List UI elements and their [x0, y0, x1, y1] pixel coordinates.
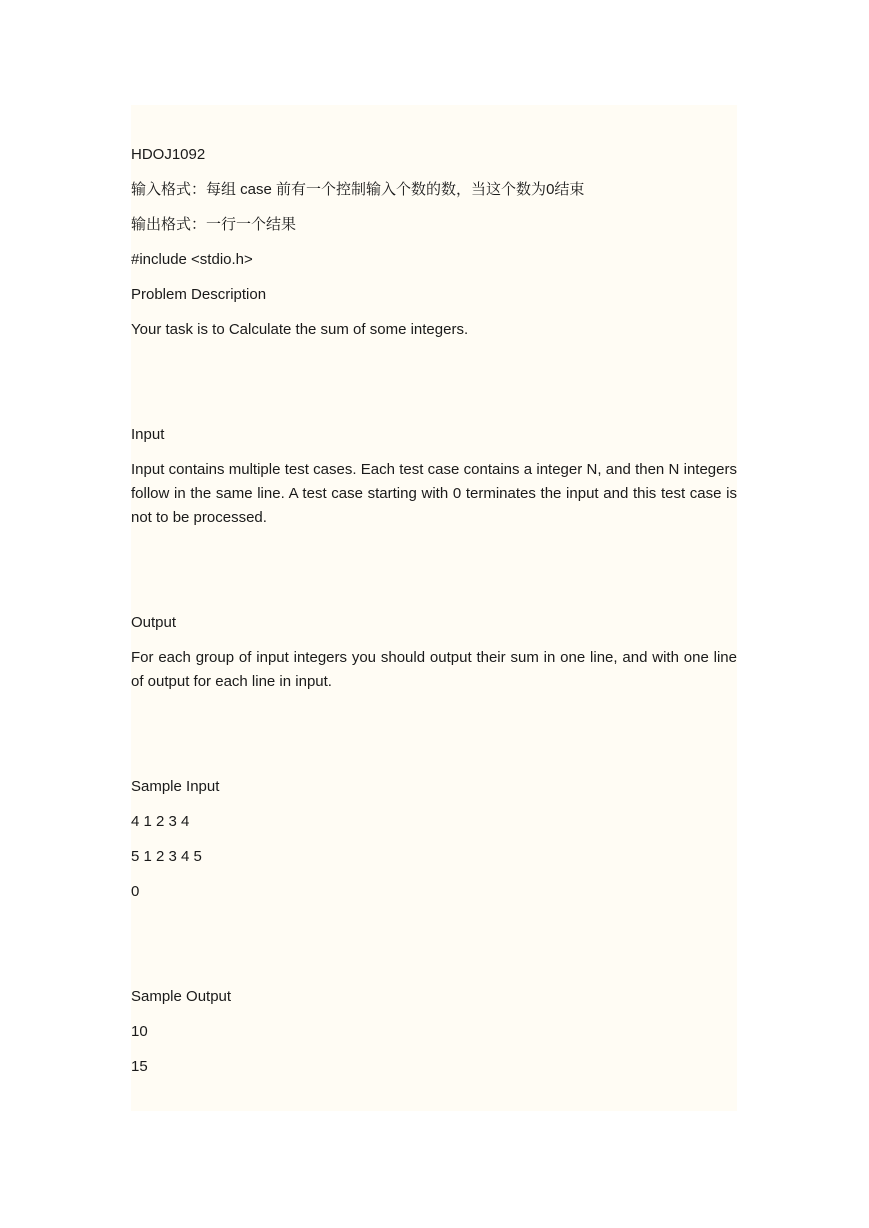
problem-description-heading: Problem Description: [131, 286, 267, 303]
input-description-text: Input contains multiple test cases. Each test case contains a integer N, and then N integers follow in the same line. A test case starting with 0 terminates the input and this test case is not to be processed.: [131, 461, 737, 526]
input-format-rest: 前有一个控制输入个数的数，当这个数为: [276, 180, 547, 198]
sample-input-line: 4 1 2 3 4: [131, 813, 190, 830]
input-format-num: 0: [546, 181, 555, 198]
output-heading: Output: [131, 614, 177, 631]
sample-output-line: 10: [131, 1023, 148, 1040]
sample-input-heading: Sample Input: [131, 778, 220, 795]
document-title: HDOJ1092: [131, 146, 206, 163]
sample-output-heading: Sample Output: [131, 988, 232, 1005]
sample-input-line: 0: [131, 883, 140, 900]
output-format-note: 输出格式：一行一个结果: [131, 215, 297, 233]
sample-input-line: 5 1 2 3 4 5: [131, 848, 202, 865]
input-format-label: 输入格式：每组: [131, 180, 237, 198]
include-line: #include <stdio.h>: [131, 251, 253, 268]
input-heading: Input: [131, 426, 165, 443]
problem-description-text: Your task is to Calculate the sum of some integers.: [131, 321, 469, 338]
sample-output-line: 15: [131, 1058, 148, 1075]
input-format-end: 结束: [554, 180, 585, 198]
output-description-text: For each group of input integers you should output their sum in one line, and with one line of output for each line in input.: [131, 649, 737, 690]
input-format-word: case: [236, 181, 277, 198]
input-format-note: [131, 179, 584, 200]
